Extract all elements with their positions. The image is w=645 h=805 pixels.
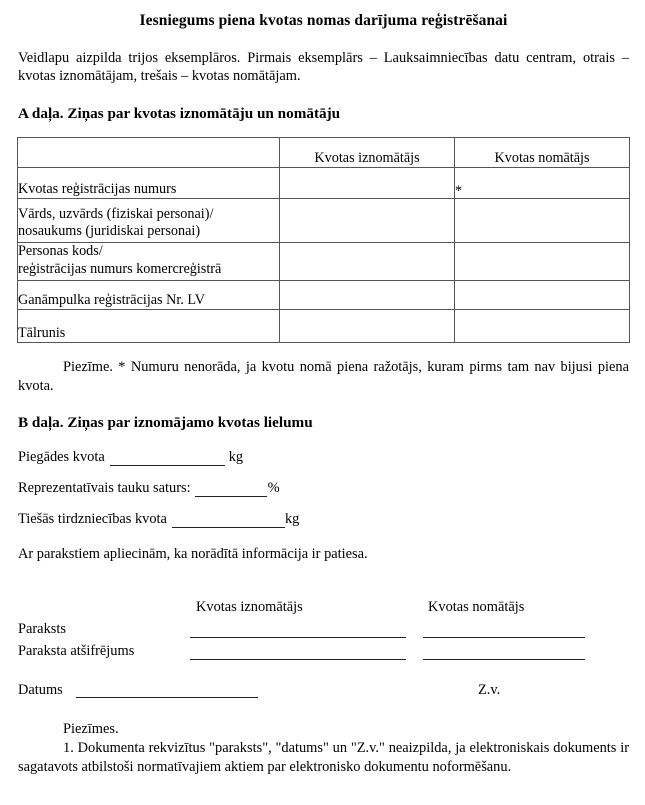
row-label-quota-registration-number: Kvotas reģistrācijas numurs [18,168,280,199]
signature-row-signature-label: Paraksts [18,621,66,638]
field-fat-content-input[interactable] [195,483,267,497]
field-delivery-quota-input[interactable] [110,452,225,466]
note-text: Piezīme. * Numuru nenorāda, ja kvotu nomā piena ražotājs, kuram pirms tam nav bijusi piena kvota. [18,358,629,394]
table-row [18,168,630,199]
cell-lessee-phone[interactable] [455,309,630,342]
cell-lessee-quota-registration-number[interactable]: * [455,168,630,199]
part-a-table [17,137,630,343]
footnote-item-1 [18,739,629,776]
signature-row-signature-lessor-input[interactable] [190,637,406,638]
field-fat-content [18,479,629,497]
field-delivery-quota-label: Piegādes kvota [18,448,105,465]
cell-lessor-phone[interactable] [280,309,455,342]
field-direct-sales-quota-input[interactable] [172,514,285,528]
table-row [18,309,630,342]
date-row [0,682,645,708]
field-direct-sales-quota [18,510,629,528]
field-delivery-quota-unit: kg [228,448,244,465]
part-b-fields [0,433,645,528]
cell-lessee-herd-registration[interactable] [455,280,630,309]
signature-row-transcript-lessor-input[interactable] [190,659,406,660]
date-input[interactable] [76,697,258,698]
table-header-row [18,138,630,168]
page-title: Iesniegums piena kvotas nomas darījuma reģistrēšanai [139,12,508,29]
seal-label: Z.v. [478,682,501,699]
footnotes-heading [18,720,629,739]
table-row [18,199,630,243]
signature-header-lessee: Kvotas nomātājs [428,599,525,616]
row-label-personal-code-line2: reģistrācijas numurs komercreģistrā [18,260,222,277]
signature-row-signature [0,621,645,643]
field-fat-content-label: Reprezentatīvais tauku saturs: [18,479,191,496]
row-label-herd-registration: Ganāmpulka reģistrācijas Nr. LV [18,280,280,309]
signature-row-signature-lessee-input[interactable] [423,637,585,638]
cell-lessor-quota-registration-number[interactable] [280,168,455,199]
table-header-blank [18,138,280,168]
intro-paragraph: Veidlapu aizpilda trijos eksemplāros. Pirmais eksemplārs – Lauksaimniecības datu centram, otrais – kvotas iznomātājam, trešais – kvotas nomātājam. [18,49,629,85]
field-fat-content-unit: % [267,479,280,496]
cell-lessee-personal-code[interactable] [455,243,630,281]
part-b-heading: B daļa. Ziņas par iznomājamo kvotas lielumu [18,414,313,432]
cell-lessor-personal-code[interactable] [280,243,455,281]
field-direct-sales-quota-label: Tiešās tirdzniecības kvota [18,510,167,527]
row-label-phone: Tālrunis [18,309,280,342]
signature-row-transcript [0,643,645,665]
signature-column-headers [0,599,645,621]
signature-header-lessor: Kvotas iznomātājs [196,599,303,616]
attestation-text: Ar parakstiem apliecinām, ka norādītā informācija ir patiesa. [18,545,368,562]
cell-lessee-name[interactable] [455,199,630,243]
table-header-lessee: Kvotas nomātājs [455,138,630,168]
table-row [18,280,630,309]
signature-row-transcript-label: Paraksta atšifrējums [18,643,135,660]
field-direct-sales-quota-unit: kg [284,510,300,527]
row-label-name-line2: nosaukums (juridiskai personai) [18,222,201,239]
signature-row-transcript-lessee-input[interactable] [423,659,585,660]
footnote-item-1-text: 1. Dokumenta rekvizītus "paraksts", "datums" un "Z.v." neaizpilda, ja elektroniskais dokuments ir sagatavots atbilstoši normatīvajiem aktiem par elektronisko dokumentu noformēšanu. [18,740,629,775]
date-label: Datums [18,682,63,699]
footnotes-section [0,708,645,776]
part-a-note [0,343,645,395]
row-label-personal-code [18,243,280,281]
row-label-personal-code-line1: Personas kods/ [18,243,103,260]
row-label-name-line1: Vārds, uzvārds (fiziskai personai)/ [18,205,214,222]
cell-lessor-name[interactable] [280,199,455,243]
footnotes-heading-text: Piezīmes. [63,721,119,738]
field-delivery-quota [18,448,629,466]
table-header-lessor: Kvotas iznomātājs [280,138,455,168]
table-row [18,243,630,281]
part-a-table-wrap [0,123,645,343]
part-a-heading: A daļa. Ziņas par kvotas iznomātāju un nomātāju [18,105,341,123]
row-label-name [18,199,280,243]
cell-lessor-herd-registration[interactable] [280,280,455,309]
signature-block [0,577,645,708]
